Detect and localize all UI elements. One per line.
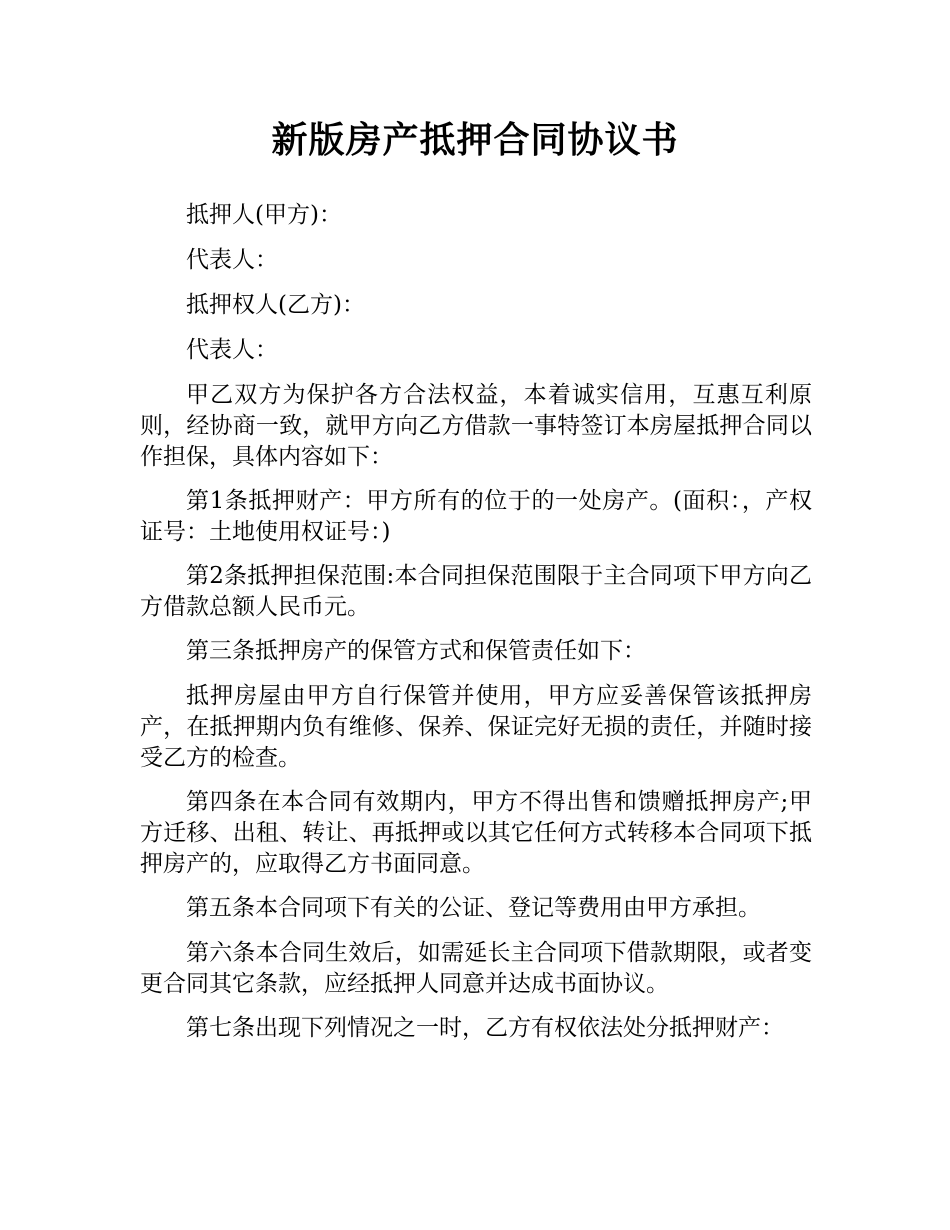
- paragraph-article-2: 第2条抵押担保范围:本合同担保范围限于主合同项下甲方向乙方借款总额人民币元。: [140, 563, 812, 620]
- document-body: [140, 200, 812, 1058]
- paragraph-mortgagee: 抵押权人(乙方)：: [186, 292, 365, 318]
- document-title: 新版房产抵押合同协议书: [271, 120, 679, 161]
- paragraph-article-7: 第七条出现下列情况之一时，乙方有权依法处分抵押财产：: [186, 1015, 784, 1041]
- paragraph-article-4: 第四条在本合同有效期内，甲方不得出售和馈赠抵押房产;甲方迁移、出租、转让、再抵押或以其它任何方式转移本合同项下抵押房产的，应取得乙方书面同意。: [140, 789, 812, 877]
- paragraph-article-3-detail: 抵押房屋由甲方自行保管并使用，甲方应妥善保管该抵押房产，在抵押期内负有维修、保养、保证完好无损的责任，并随时接受乙方的检查。: [140, 683, 812, 771]
- paragraph-mortgagor: 抵押人(甲方)：: [186, 202, 342, 228]
- paragraph-mortgagor-representative: 代表人：: [186, 247, 278, 273]
- paragraph-mortgagee-representative: 代表人：: [186, 337, 278, 363]
- paragraph-preamble: 甲乙双方为保护各方合法权益，本着诚实信用，互惠互利原则，经协商一致，就甲方向乙方借款一事特签订本房屋抵押合同以作担保，具体内容如下：: [140, 382, 812, 470]
- paragraph-article-5: 第五条本合同项下有关的公证、登记等费用由甲方承担。: [186, 895, 761, 921]
- paragraph-article-3: 第三条抵押房产的保管方式和保管责任如下：: [186, 638, 646, 664]
- paragraph-article-1: 第1条抵押财产：甲方所有的位于的一处房产。(面积：，产权证号：土地使用权证号：): [140, 488, 812, 545]
- paragraph-article-6: 第六条本合同生效后，如需延长主合同项下借款期限，或者变更合同其它条款，应经抵押人同意并达成书面协议。: [140, 940, 812, 997]
